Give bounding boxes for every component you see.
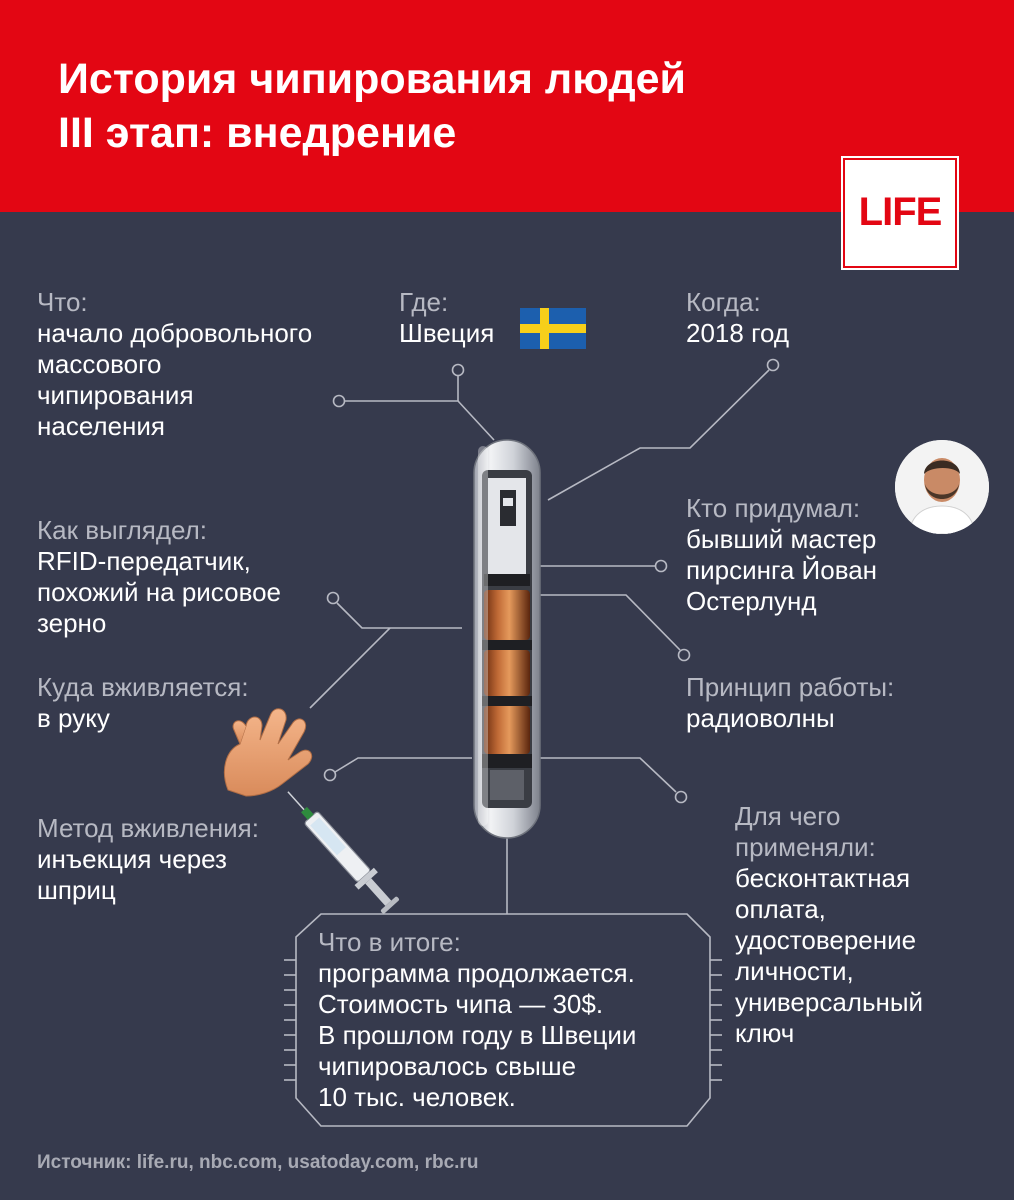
inventor-block xyxy=(686,493,877,617)
purpose-value-line: универсальный xyxy=(735,987,924,1017)
result-value-line: чипировалось свыше xyxy=(318,1051,577,1081)
result-label: Что в итоге: xyxy=(318,927,461,957)
syringe-icon xyxy=(278,783,401,916)
looks-block xyxy=(37,515,281,639)
implant-site-block xyxy=(37,672,249,734)
inventor-label: Кто придумал: xyxy=(686,493,861,523)
purpose-value-line: личности, xyxy=(735,956,854,986)
source-note: Источник: life.ru, nbc.com, usatoday.com, rbc.ru xyxy=(37,1152,479,1173)
method-value-line: инъекция через xyxy=(37,844,227,874)
where-block xyxy=(399,287,494,349)
what-value-line: начало добровольного xyxy=(37,318,313,348)
sweden-flag-icon xyxy=(520,308,586,349)
result-value-line: В прошлом году в Швеции xyxy=(318,1020,637,1050)
purpose-value-line: ключ xyxy=(735,1018,795,1048)
result-value-line: программа продолжается. xyxy=(318,958,635,988)
title-line-2: III этап: внедрение xyxy=(58,109,457,157)
when-label: Когда: xyxy=(686,287,761,317)
looks-value-line: зерно xyxy=(37,608,107,638)
purpose-value-line: бесконтактная xyxy=(735,863,911,893)
principle-block xyxy=(686,672,894,734)
principle-value: радиоволны xyxy=(686,703,835,733)
when-block xyxy=(686,287,789,349)
purpose-value-line: оплата, xyxy=(735,894,826,924)
purpose-label-line: применяли: xyxy=(735,832,876,862)
logo-text: LIFE xyxy=(858,190,942,234)
method-label: Метод вживления: xyxy=(37,813,259,843)
when-value: 2018 год xyxy=(686,318,790,348)
inventor-avatar-icon xyxy=(895,440,989,534)
implant-site-label: Куда вживляется: xyxy=(37,672,249,702)
what-value-line: чипирования xyxy=(37,380,194,410)
purpose-value-line: удостоверение xyxy=(735,925,917,955)
method-block xyxy=(37,813,259,906)
implant-site-value: в руку xyxy=(37,703,110,733)
principle-label: Принцип работы: xyxy=(686,672,895,702)
what-block xyxy=(37,287,312,442)
inventor-value-line: пирсинга Йован xyxy=(686,555,878,585)
looks-value-line: похожий на рисовое xyxy=(37,577,282,607)
purpose-label-line: Для чего xyxy=(735,801,841,831)
where-label: Где: xyxy=(399,287,449,317)
result-value-line: Стоимость чипа — 30$. xyxy=(318,989,604,1019)
looks-label: Как выглядел: xyxy=(37,515,208,545)
where-value: Швеция xyxy=(399,318,495,348)
title-line-1: История чипирования людей xyxy=(58,55,686,103)
what-label: Что: xyxy=(37,287,88,317)
what-value-line: массового xyxy=(37,349,162,379)
result-value-line: 10 тыс. человек. xyxy=(318,1082,516,1112)
purpose-block xyxy=(735,801,923,1049)
method-value-line: шприц xyxy=(37,875,116,905)
rfid-chip-icon xyxy=(474,440,540,838)
what-value-line: населения xyxy=(37,411,166,441)
inventor-value-line: бывший мастер xyxy=(686,524,877,554)
looks-value-line: RFID-передатчик, xyxy=(37,546,251,576)
inventor-value-line: Остерлунд xyxy=(686,586,817,616)
result-block xyxy=(318,927,636,1113)
